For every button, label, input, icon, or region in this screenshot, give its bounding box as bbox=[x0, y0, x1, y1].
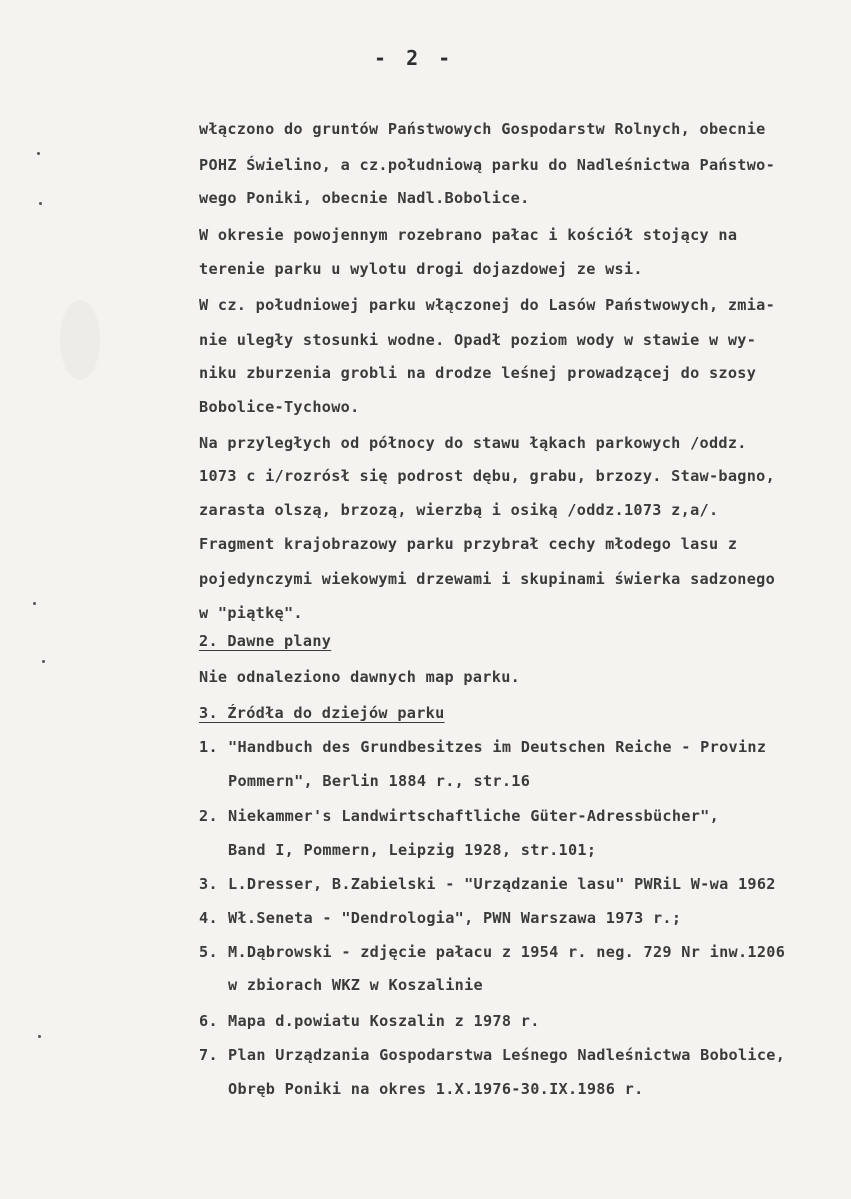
body-line: zarasta olszą, brzozą, wierzbą i osiką /oddz.1073 z,a/. bbox=[199, 501, 719, 519]
margin-mark bbox=[33, 602, 36, 605]
source-number: 1. bbox=[199, 738, 218, 756]
body-line: wego Poniki, obecnie Nadl.Bobolice. bbox=[199, 189, 530, 207]
body-line: włączono do gruntów Państwowych Gospodarstw Rolnych, obecnie bbox=[199, 120, 766, 138]
body-line: nie uległy stosunki wodne. Opadł poziom wody w stawie w wy- bbox=[199, 331, 757, 349]
source-text-line: Obręb Poniki na okres 1.X.1976-30.IX.1986 r. bbox=[228, 1080, 644, 1098]
body-line: pojedynczymi wiekowymi drzewami i skupinami świerka sadzonego bbox=[199, 570, 776, 588]
source-number: 5. bbox=[199, 943, 218, 961]
source-text-line: Plan Urządzania Gospodarstwa Leśnego Nadleśnictwa Bobolice, bbox=[228, 1046, 786, 1064]
source-text-line: Wł.Seneta - "Dendrologia", PWN Warszawa 1973 r.; bbox=[228, 909, 682, 927]
body-line: Na przyległych od północy do stawu łąkach parkowych /oddz. bbox=[199, 434, 747, 452]
source-text-line: Band I, Pommern, Leipzig 1928, str.101; bbox=[228, 841, 597, 859]
body-line: W cz. południowej parku włączonej do Lasów Państwowych, zmia- bbox=[199, 296, 776, 314]
body-line: W okresie powojennym rozebrano pałac i kościół stojący na bbox=[199, 226, 738, 244]
margin-mark bbox=[38, 1035, 41, 1038]
body-line: w "piątkę". bbox=[199, 604, 303, 622]
source-text-line: L.Dresser, B.Zabielski - "Urządzanie lasu" PWRiL W-wa 1962 bbox=[228, 875, 776, 893]
body-line: Bobolice-Tychowo. bbox=[199, 398, 360, 416]
source-text-line: Mapa d.powiatu Koszalin z 1978 r. bbox=[228, 1012, 540, 1030]
source-number: 4. bbox=[199, 909, 218, 927]
source-number: 3. bbox=[199, 875, 218, 893]
page-number: - 2 - bbox=[374, 46, 455, 70]
source-number: 2. bbox=[199, 807, 218, 825]
section-3-heading: 3. Źródła do dziejów parku bbox=[199, 704, 445, 722]
body-line: terenie parku u wylotu drogi dojazdowej ze wsi. bbox=[199, 260, 643, 278]
section-2-heading: 2. Dawne plany bbox=[199, 632, 332, 650]
source-text-line: M.Dąbrowski - zdjęcie pałacu z 1954 r. neg. 729 Nr inw.1206 bbox=[228, 943, 786, 961]
body-line: 1073 c i/rozrósł się podrost dębu, grabu, brzozy. Staw-bagno, bbox=[199, 467, 776, 485]
margin-mark bbox=[37, 152, 40, 155]
source-text-line: "Handbuch des Grundbesitzes im Deutschen Reiche - Provinz bbox=[228, 738, 767, 756]
source-number: 6. bbox=[199, 1012, 218, 1030]
paper-smudge bbox=[60, 300, 100, 380]
source-text-line: w zbiorach WKZ w Koszalinie bbox=[228, 976, 483, 994]
margin-mark bbox=[42, 660, 45, 663]
body-line: Fragment krajobrazowy parku przybrał cechy młodego lasu z bbox=[199, 535, 738, 553]
section-2-text: Nie odnaleziono dawnych map parku. bbox=[199, 668, 521, 686]
body-line: niku zburzenia grobli na drodze leśnej prowadzącej do szosy bbox=[199, 364, 757, 382]
source-text-line: Niekammer's Landwirtschaftliche Güter-Adressbücher", bbox=[228, 807, 720, 825]
source-number: 7. bbox=[199, 1046, 218, 1064]
source-text-line: Pommern", Berlin 1884 r., str.16 bbox=[228, 772, 531, 790]
margin-mark bbox=[39, 202, 42, 205]
body-line: POHZ Świelino, a cz.południową parku do Nadleśnictwa Państwo- bbox=[199, 156, 776, 174]
